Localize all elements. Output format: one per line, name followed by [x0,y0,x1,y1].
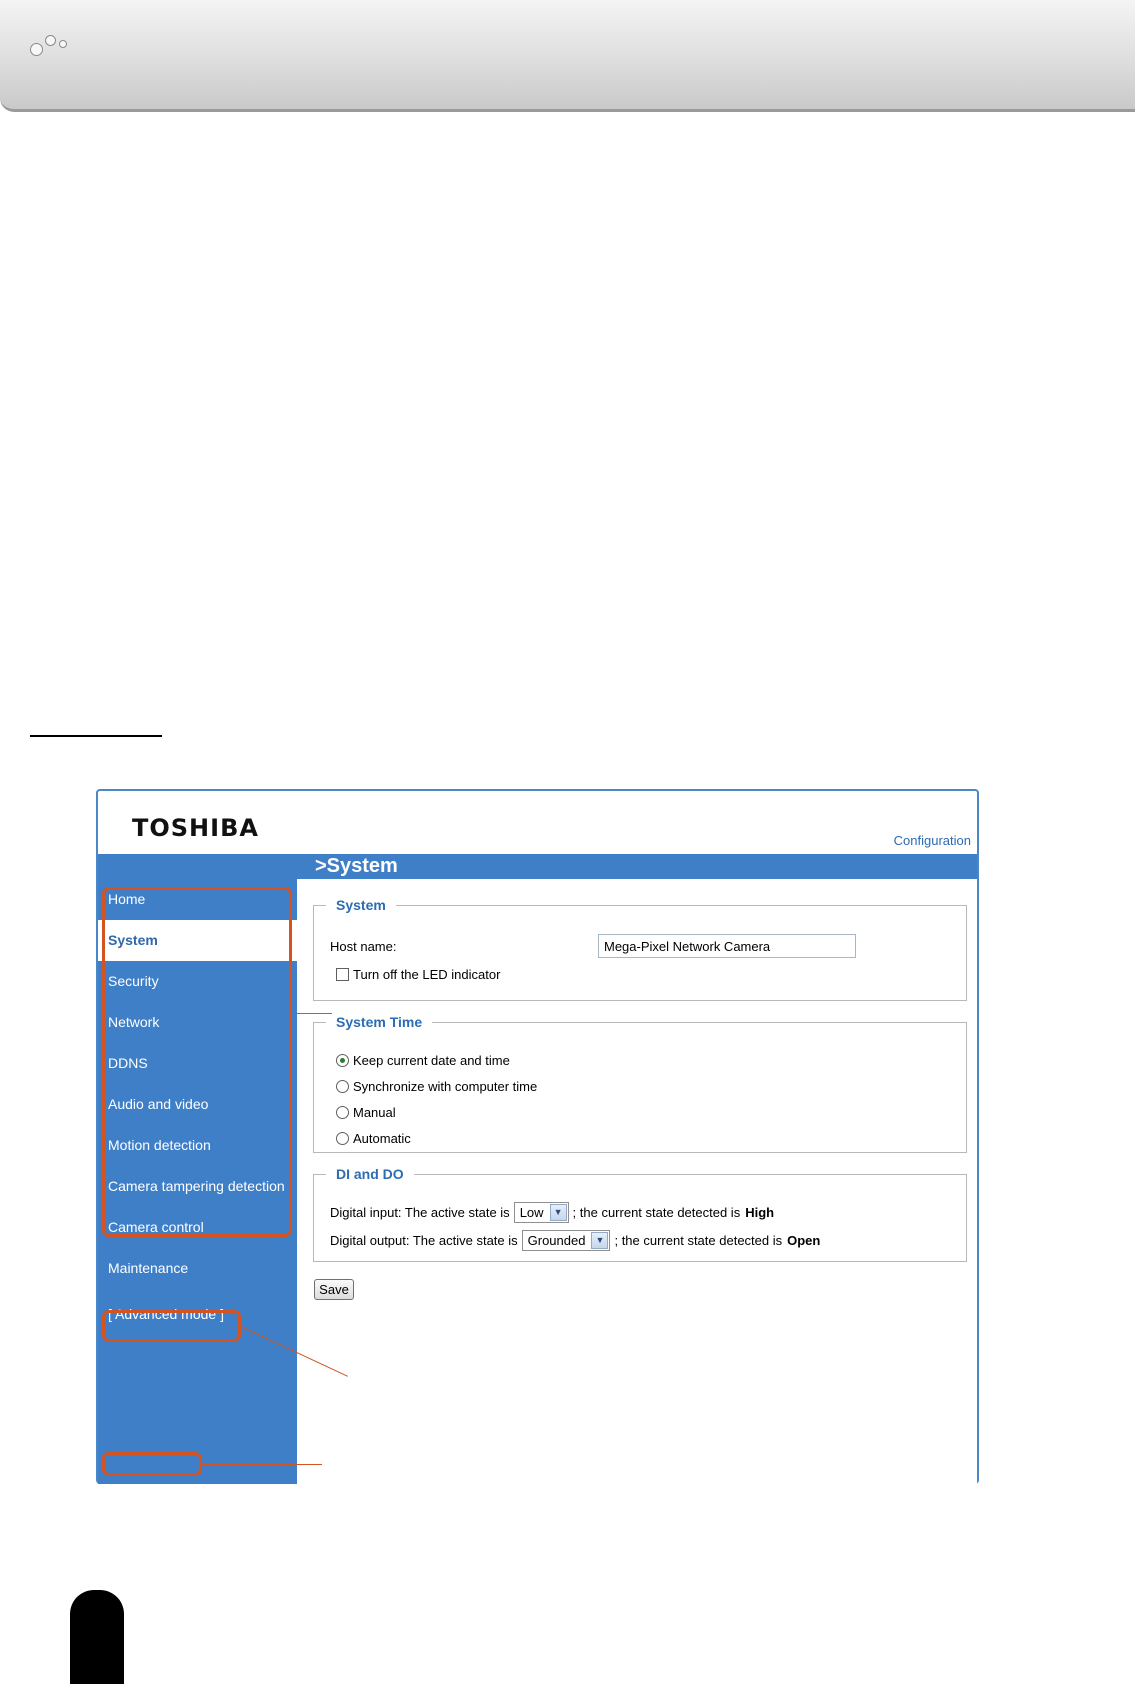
led-checkbox[interactable] [336,968,349,981]
radio-automatic-icon[interactable] [336,1132,349,1145]
do-suffix: ; the current state detected is [614,1233,783,1248]
digital-input-row [330,1202,774,1223]
di-state: High [745,1205,775,1220]
system-legend: System [336,897,386,913]
camera-web-ui-screenshot [96,789,979,1557]
sidebar-item-system[interactable]: System [98,920,297,961]
system-time-legend: System Time [336,1014,423,1030]
di-do-legend: DI and DO [336,1166,404,1182]
do-prefix: Digital output: The active state is [330,1233,518,1248]
sidebar-item-ddns[interactable]: DDNS [108,1055,148,1071]
version-callout-pointer [202,1464,322,1465]
do-active-state-select[interactable] [522,1230,611,1251]
system-time-group [313,1014,967,1153]
sidebar-callout [102,887,292,1237]
section-underline [30,735,162,737]
di-do-group [313,1166,967,1262]
radio-automatic-label: Automatic [353,1131,411,1146]
sidebar-callout-pointer [292,1013,332,1014]
radio-automatic[interactable] [336,1131,411,1146]
sidebar-item-motion-detection[interactable]: Motion detection [108,1137,211,1153]
sidebar-item-camera-control[interactable]: Camera control [108,1219,204,1235]
advanced-mode-link[interactable]: [ Advanced mode ] [108,1306,224,1322]
chevron-down-icon[interactable]: ▼ [591,1232,608,1249]
led-row [336,967,500,982]
configuration-link[interactable]: Configuration [893,833,971,848]
led-label: Turn off the LED indicator [353,967,501,982]
page-tab-marker [70,1590,124,1684]
page-header-band [0,0,1135,112]
sidebar-item-audio-video[interactable]: Audio and video [108,1096,209,1112]
radio-manual[interactable] [336,1105,396,1120]
di-active-state-select[interactable] [514,1202,569,1223]
system-group [313,897,967,1001]
do-state: Open [787,1233,821,1248]
version-callout [102,1452,202,1476]
sidebar-item-maintenance[interactable]: Maintenance [108,1260,189,1276]
digital-output-row [330,1230,820,1251]
sidebar-item-camera-tampering[interactable]: Camera tampering detection [108,1178,285,1194]
bubbles-decoration-icon [30,34,80,58]
di-suffix: ; the current state detected is [572,1205,741,1220]
radio-manual-icon[interactable] [336,1106,349,1119]
chevron-down-icon[interactable]: ▼ [550,1204,567,1221]
host-name-input[interactable] [598,934,856,958]
di-prefix: Digital input: The active state is [330,1205,510,1220]
host-name-label: Host name: [330,939,397,954]
toshiba-logo: TOSHIBA [132,814,259,842]
title-bar [98,854,977,879]
page-title: >System [315,855,398,877]
radio-keep-current-icon[interactable] [336,1054,349,1067]
main-content [297,879,977,1484]
radio-keep-current[interactable] [336,1053,510,1068]
do-select-value: Grounded [527,1233,586,1248]
radio-manual-label: Manual [353,1105,396,1120]
save-button[interactable]: Save [314,1279,354,1300]
radio-sync-computer[interactable] [336,1079,537,1094]
radio-sync-computer-icon[interactable] [336,1080,349,1093]
version-label: Version: 0100a [108,1545,182,1557]
di-select-value: Low [519,1205,544,1220]
advanced-mode-callout [102,1310,241,1342]
sidebar-item-network[interactable]: Network [108,1014,160,1030]
sidebar-item-home[interactable]: Home [108,891,146,907]
radio-keep-current-label: Keep current date and time [353,1053,510,1068]
radio-sync-computer-label: Synchronize with computer time [353,1079,538,1094]
sidebar-item-security[interactable]: Security [108,973,159,989]
